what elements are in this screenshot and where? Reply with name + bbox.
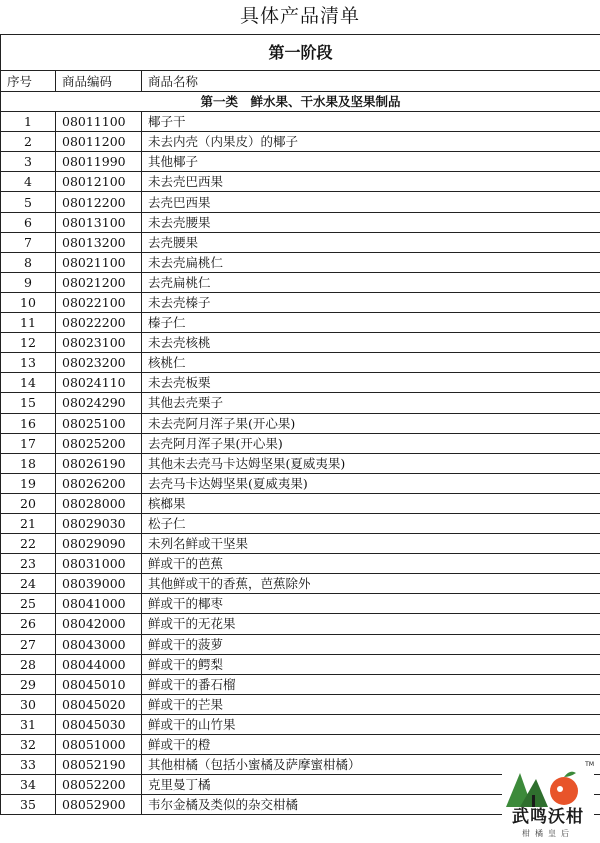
cell-no: 34 [1, 775, 56, 795]
cell-no: 15 [1, 393, 56, 413]
product-table [0, 34, 600, 815]
table-row [1, 292, 600, 312]
cell-name: 鲜或干的无花果 [142, 614, 600, 634]
cell-code: 08045020 [56, 694, 142, 714]
header-name: 商品名称 [142, 71, 600, 92]
table-row [1, 413, 600, 433]
cell-no: 23 [1, 554, 56, 574]
stage-heading: 第一阶段 [1, 35, 600, 71]
cell-name: 鲜或干的芒果 [142, 694, 600, 714]
cell-name: 韦尔金橘及类似的杂交柑橘 [142, 795, 600, 815]
cell-code: 08025200 [56, 433, 142, 453]
cell-name: 未去壳腰果 [142, 212, 600, 232]
table-header-row [1, 71, 600, 92]
cell-code: 08043000 [56, 634, 142, 654]
cell-no: 28 [1, 654, 56, 674]
cell-name: 未去壳阿月浑子果(开心果) [142, 413, 600, 433]
cell-no: 30 [1, 694, 56, 714]
cell-name: 其他椰子 [142, 152, 600, 172]
cell-code: 08052190 [56, 755, 142, 775]
cell-code: 08022200 [56, 313, 142, 333]
cell-code: 08025100 [56, 413, 142, 433]
table-row [1, 132, 600, 152]
cell-no: 19 [1, 473, 56, 493]
cell-code: 08051000 [56, 735, 142, 755]
table-row [1, 654, 600, 674]
table-row [1, 353, 600, 373]
cell-name: 鲜或干的菠萝 [142, 634, 600, 654]
cell-code: 08031000 [56, 554, 142, 574]
cell-code: 08045010 [56, 674, 142, 694]
cell-name: 鲜或干的椰枣 [142, 594, 600, 614]
cell-no: 21 [1, 513, 56, 533]
cell-name: 未列名鲜或干坚果 [142, 534, 600, 554]
cell-no: 8 [1, 252, 56, 272]
table-row [1, 674, 600, 694]
cell-no: 32 [1, 735, 56, 755]
cell-code: 08052900 [56, 795, 142, 815]
table-row [1, 735, 600, 755]
table-row [1, 694, 600, 714]
cell-code: 08023100 [56, 333, 142, 353]
cell-name: 未去壳板栗 [142, 373, 600, 393]
cell-no: 33 [1, 755, 56, 775]
cell-code: 08022100 [56, 292, 142, 312]
cell-name: 其他柑橘（包括小蜜橘及萨摩蜜柑橘） [142, 755, 600, 775]
cell-name: 其他未去壳马卡达姆坚果(夏威夷果) [142, 453, 600, 473]
cell-code: 08024110 [56, 373, 142, 393]
table-row [1, 313, 600, 333]
cell-name: 鲜或干的芭蕉 [142, 554, 600, 574]
table-row [1, 714, 600, 734]
stage-row [1, 35, 600, 71]
cell-name: 鲜或干的鳄梨 [142, 654, 600, 674]
cell-name: 槟榔果 [142, 493, 600, 513]
cell-code: 08028000 [56, 493, 142, 513]
cell-name: 去壳马卡达姆坚果(夏威夷果) [142, 473, 600, 493]
trademark-symbol: TM [585, 761, 594, 768]
table-row [1, 393, 600, 413]
cell-code: 08041000 [56, 594, 142, 614]
cell-name: 鲜或干的番石榴 [142, 674, 600, 694]
cell-no: 4 [1, 172, 56, 192]
cell-code: 08011100 [56, 112, 142, 132]
table-row [1, 252, 600, 272]
header-code: 商品编码 [56, 71, 142, 92]
logo-text: 武鸣沃柑 [512, 807, 584, 827]
table-row [1, 614, 600, 634]
cell-code: 08044000 [56, 654, 142, 674]
cell-no: 10 [1, 292, 56, 312]
cell-name: 未去壳榛子 [142, 292, 600, 312]
cell-code: 08029090 [56, 534, 142, 554]
table-row [1, 152, 600, 172]
cell-no: 1 [1, 112, 56, 132]
cell-no: 6 [1, 212, 56, 232]
cell-code: 08045030 [56, 714, 142, 734]
table-row [1, 192, 600, 212]
cell-name: 去壳巴西果 [142, 192, 600, 212]
cell-no: 20 [1, 493, 56, 513]
cell-name: 榛子仁 [142, 313, 600, 333]
cell-no: 9 [1, 272, 56, 292]
brand-logo [502, 761, 594, 839]
document-title: 具体产品清单 [239, 5, 360, 27]
cell-name: 椰子干 [142, 112, 600, 132]
cell-no: 26 [1, 614, 56, 634]
cell-code: 08039000 [56, 574, 142, 594]
table-row [1, 212, 600, 232]
cell-no: 17 [1, 433, 56, 453]
cell-name: 去壳腰果 [142, 232, 600, 252]
cell-name: 去壳扁桃仁 [142, 272, 600, 292]
cell-code: 08013100 [56, 212, 142, 232]
cell-no: 24 [1, 574, 56, 594]
table-row [1, 534, 600, 554]
cell-code: 08011200 [56, 132, 142, 152]
cell-no: 13 [1, 353, 56, 373]
cell-code: 08012200 [56, 192, 142, 212]
table-row [1, 634, 600, 654]
cell-name: 松子仁 [142, 513, 600, 533]
cell-no: 18 [1, 453, 56, 473]
table-row [1, 112, 600, 132]
cell-code: 08052200 [56, 775, 142, 795]
table-row [1, 333, 600, 353]
table-row [1, 594, 600, 614]
cell-no: 3 [1, 152, 56, 172]
table-row [1, 453, 600, 473]
cell-name: 其他去壳栗子 [142, 393, 600, 413]
cell-name: 未去壳核桃 [142, 333, 600, 353]
cell-name: 鲜或干的山竹果 [142, 714, 600, 734]
cell-no: 29 [1, 674, 56, 694]
cell-name: 核桃仁 [142, 353, 600, 373]
cell-name: 鲜或干的橙 [142, 735, 600, 755]
table-row [1, 574, 600, 594]
cell-code: 08029030 [56, 513, 142, 533]
cell-no: 2 [1, 132, 56, 152]
table-row [1, 473, 600, 493]
cell-no: 11 [1, 313, 56, 333]
cell-no: 16 [1, 413, 56, 433]
cell-code: 08021200 [56, 272, 142, 292]
cell-name: 未去壳扁桃仁 [142, 252, 600, 272]
cell-code: 08026200 [56, 473, 142, 493]
table-row [1, 554, 600, 574]
cell-code: 08023200 [56, 353, 142, 373]
cell-no: 7 [1, 232, 56, 252]
cell-no: 5 [1, 192, 56, 212]
table-row [1, 232, 600, 252]
cell-no: 14 [1, 373, 56, 393]
cell-name: 未去内壳（内果皮）的椰子 [142, 132, 600, 152]
cell-code: 08011990 [56, 152, 142, 172]
cell-name: 去壳阿月浑子果(开心果) [142, 433, 600, 453]
cell-name: 其他鲜或干的香蕉，芭蕉除外 [142, 574, 600, 594]
cell-code: 08021100 [56, 252, 142, 272]
cell-code: 08013200 [56, 232, 142, 252]
cell-no: 25 [1, 594, 56, 614]
header-no: 序号 [1, 71, 56, 92]
cell-no: 27 [1, 634, 56, 654]
table-row [1, 493, 600, 513]
cell-name: 克里曼丁橘 [142, 775, 600, 795]
table-row [1, 272, 600, 292]
table-row [1, 513, 600, 533]
table-row [1, 172, 600, 192]
cell-no: 22 [1, 534, 56, 554]
category-row [1, 92, 600, 112]
cell-no: 35 [1, 795, 56, 815]
category-heading: 第一类 鲜水果、干水果及坚果制品 [1, 92, 600, 112]
cell-code: 08026190 [56, 453, 142, 473]
cell-name: 未去壳巴西果 [142, 172, 600, 192]
logo-subtitle: 柑橘皇后 [522, 829, 574, 838]
cell-no: 12 [1, 333, 56, 353]
cell-no: 31 [1, 714, 56, 734]
cell-code: 08042000 [56, 614, 142, 634]
table-row [1, 373, 600, 393]
cell-code: 08024290 [56, 393, 142, 413]
cell-code: 08012100 [56, 172, 142, 192]
table-row [1, 433, 600, 453]
